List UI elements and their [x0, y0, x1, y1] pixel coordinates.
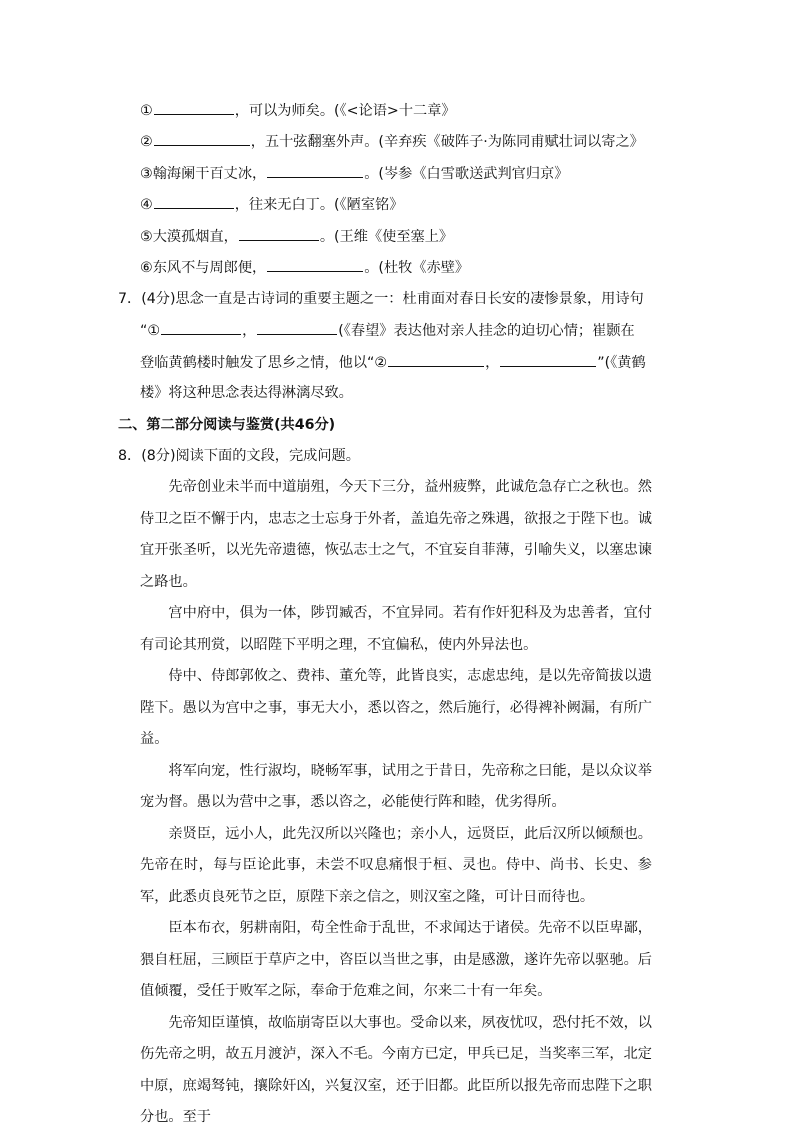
q7-text: 7．(4分)思念一直是古诗词的重要主题之一：杜甫面对春日长安的凄惨景象，用诗句 [118, 291, 644, 307]
passage-paragraph: 先帝知臣谨慎，故临崩寄臣以大事也。受命以来，夙夜忧叹，恐付托不效，以伤先帝之明，故五月渡泸，深入不毛。今南方已定，甲兵已足，当奖率三军，北定中原，庶竭驽钝，攘除奸凶，兴复汉室，还于旧都。此臣所以报先帝而忠陛下之职分也。至于 [140, 1014, 652, 1125]
answer-blank[interactable] [500, 352, 596, 367]
answer-blank[interactable] [154, 194, 234, 209]
passage-paragraph: 臣本布衣，躬耕南阳，苟全性命于乱世，不求闻达于诸侯。先帝不以臣卑鄙，猥自枉屈，三顾臣于草庐之中，咨臣以当世之事，由是感激，遂许先帝以驱驰。后值倾覆，受任于败军之际，奉命于危难之间，尔来二十有一年矣。 [140, 920, 652, 999]
q7-text: (《春望》表达他对亲人挂念的迫切心情；崔颢在 [338, 323, 635, 339]
fill-item-prefix: ③翰海阑干百丈冰， [140, 166, 267, 182]
q7-line-3 [140, 352, 646, 372]
answer-blank[interactable] [154, 131, 250, 146]
passage-paragraph: 宫中府中，俱为一体，陟罚臧否，不宜异同。若有作奸犯科及为忠善者，宜付有司论其刑赏，以昭陛下平明之理，不宜偏私，使内外异法也。 [140, 605, 652, 653]
fill-item-prefix: ⑥东风不与周郎便， [140, 260, 267, 276]
answer-blank[interactable] [161, 320, 241, 335]
fill-item-suffix: 。(王维《使至塞上》 [319, 229, 454, 245]
fill-item-6 [140, 257, 469, 277]
q7-line-2 [140, 320, 635, 340]
passage-paragraph: 侍中、侍郎郭攸之、费祎、董允等，此皆良实，志虑忠纯，是以先帝简拔以遗陛下。愚以为宫中之事，事无大小，悉以咨之，然后施行，必得裨补阙漏，有所广益。 [140, 668, 652, 747]
fill-item-suffix: ，五十弦翻塞外声。(辛弃疾《破阵子·为陈同甫赋壮词以寄之》 [250, 134, 644, 150]
fill-item-prefix: ① [140, 103, 153, 119]
fill-item-suffix: ，可以为师矣。(《<论语>十二章》 [234, 103, 456, 119]
answer-blank[interactable] [239, 226, 319, 241]
fill-item-prefix: ⑤大漠孤烟直， [140, 229, 238, 245]
q7-line-1 [118, 289, 644, 309]
passage-paragraph: 亲贤臣，远小人，此先汉所以兴隆也；亲小人，远贤臣，此后汉所以倾颓也。先帝在时，每与臣论此事，未尝不叹息痛恨于桓、灵也。侍中、尚书、长史、参军，此悉贞良死节之臣，原陛下亲之信之，则汉室之隆，可计日而待也。 [140, 825, 652, 905]
answer-blank[interactable] [267, 257, 363, 272]
q8-title-text: 8．(8分)阅读下面的文段，完成问题。 [118, 448, 360, 464]
fill-item-5 [140, 226, 453, 246]
q7-text: ”(《黄鹤 [597, 355, 646, 371]
q7-text: “① [140, 323, 161, 339]
answer-blank[interactable] [267, 163, 363, 178]
fill-item-2 [140, 131, 644, 151]
section-heading [118, 415, 335, 435]
fill-item-suffix: 。(岑参《白雪歌送武判官归京》 [364, 166, 569, 182]
q7-text: 登临黄鹤楼时触发了思乡之情，他以“② [140, 355, 388, 371]
q8-title [118, 446, 360, 466]
reading-passage [140, 472, 652, 1134]
fill-item-3 [140, 163, 568, 183]
answer-blank[interactable] [257, 320, 337, 335]
fill-item-suffix: ，往来无白丁。(《陋室铭》 [234, 197, 404, 213]
answer-blank[interactable] [388, 352, 484, 367]
q7-line-4 [140, 383, 353, 403]
section-heading-text: 二、第二部分阅读与鉴赏(共46分) [118, 417, 336, 433]
fill-item-1 [140, 100, 456, 120]
q7-text: ， [242, 323, 257, 339]
q7-text: ， [485, 355, 500, 371]
passage-paragraph: 将军向宠，性行淑均，晓畅军事，试用之于昔日，先帝称之曰能，是以众议举宠为督。愚以为营中之事，悉以咨之，必能使行阵和睦，优劣得所。 [140, 762, 652, 810]
fill-item-suffix: 。(杜牧《赤壁》 [364, 260, 470, 276]
answer-blank[interactable] [154, 100, 234, 115]
fill-item-prefix: ② [140, 134, 153, 150]
passage-paragraph: 先帝创业未半而中道崩殂，今天下三分，益州疲弊，此诚危急存亡之秋也。然侍卫之臣不懈于内，忠志之士忘身于外者，盖追先帝之殊遇，欲报之于陛下也。诚宜开张圣听，以光先帝遗德，恢弘志士之气，不宜妄自菲薄，引喻失义，以塞忠谏之路也。 [140, 479, 652, 590]
q7-text: 楼》将这种思念表达得淋漓尽致。 [140, 385, 353, 401]
fill-item-4 [140, 194, 403, 214]
fill-item-prefix: ④ [140, 197, 153, 213]
